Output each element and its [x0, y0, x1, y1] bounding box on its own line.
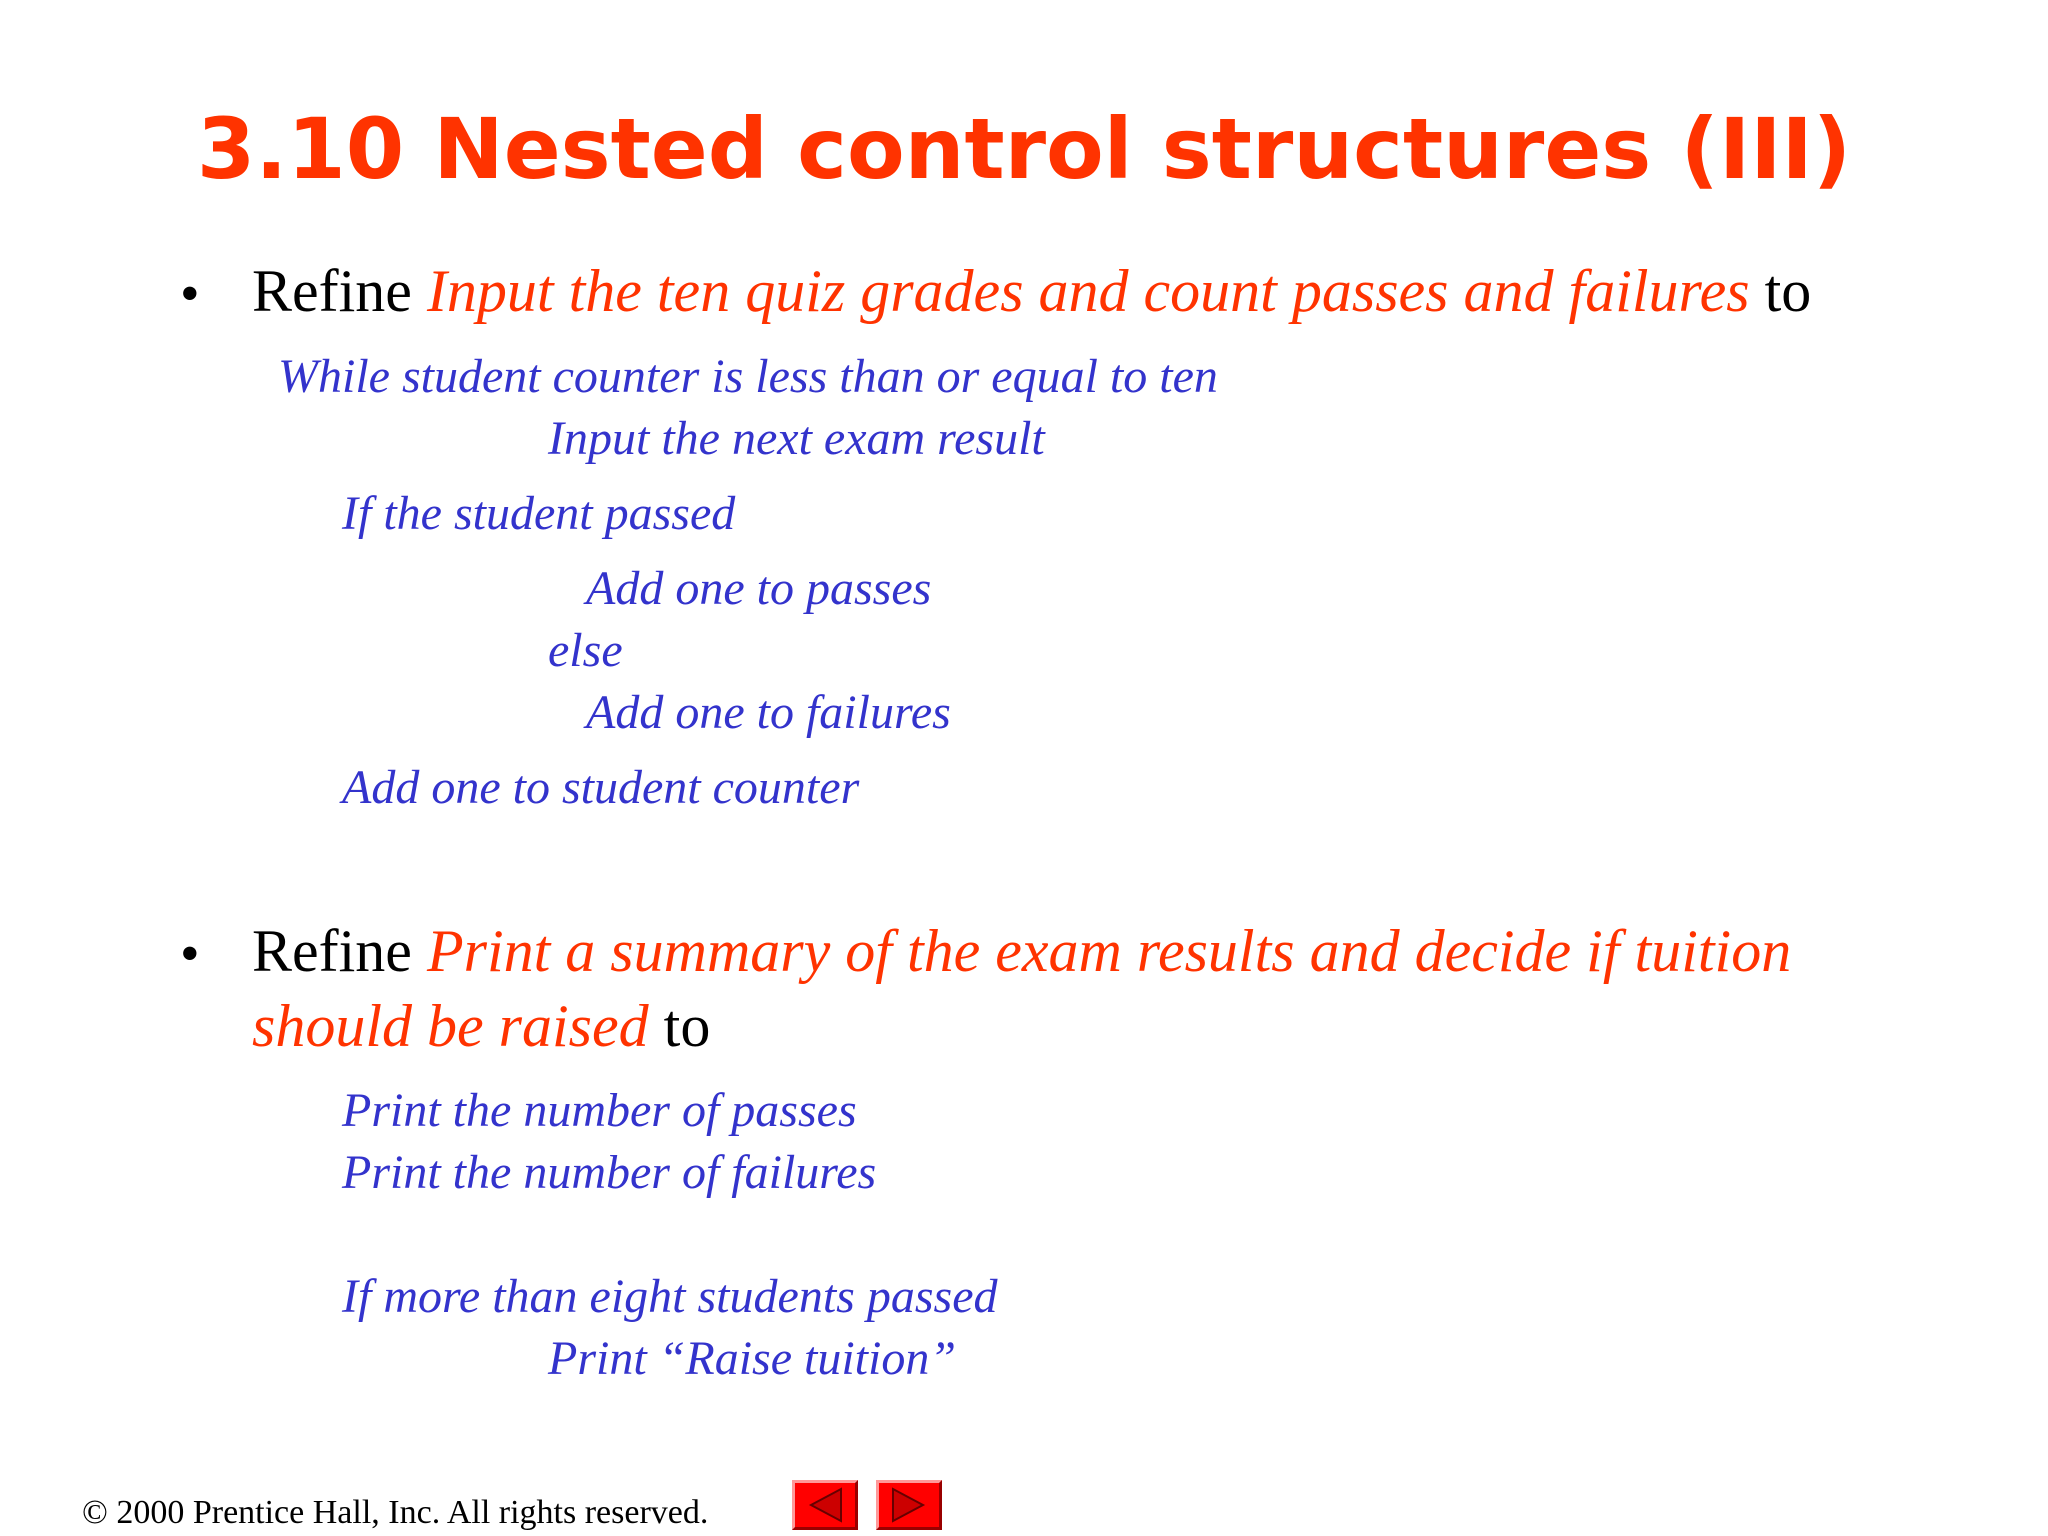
bullet-1 [252, 257, 1811, 326]
pseudo-line-while: While student counter is less than or equal to ten [278, 350, 1218, 403]
pseudo-line-add-passes: Add one to passes [586, 562, 932, 615]
bullet-marker: • [180, 263, 200, 325]
bullet-1-emphasis: Input the ten quiz grades and count passes and failures [426, 258, 1750, 324]
pseudo-line-print-failures: Print the number of failures [342, 1146, 877, 1199]
bullet-2-line1 [252, 917, 1791, 986]
pseudo-line-add-failures: Add one to failures [586, 686, 951, 739]
pseudo-line-if: If the student passed [342, 487, 736, 540]
bullet-2-emphasis-line1: Print a summary of the exam results and decide if tuition [426, 918, 1792, 984]
previous-slide-button[interactable] [792, 1480, 858, 1530]
bullet-marker: • [180, 923, 200, 985]
pseudo-line-else: else [548, 624, 623, 677]
copyright-footer [82, 1494, 708, 1532]
slide-title: 3.10 Nested control structures (III) [196, 100, 1852, 198]
copyright-text: 2000 Prentice Hall, Inc. All rights reserved. [107, 1494, 709, 1531]
next-slide-button[interactable] [876, 1480, 942, 1530]
pseudo-line-print-passes: Print the number of passes [342, 1084, 857, 1137]
pseudo-line-raise-tuition: Print “Raise tuition” [548, 1332, 957, 1385]
right-arrow-icon [879, 1483, 939, 1527]
pseudo-line-input: Input the next exam result [548, 412, 1045, 465]
bullet-2-lead: Refine [252, 918, 427, 984]
bullet-1-lead: Refine [252, 258, 427, 324]
pseudo-line-add-counter: Add one to student counter [342, 761, 860, 814]
left-arrow-icon [795, 1483, 855, 1527]
bullet-2-line2 [252, 992, 710, 1061]
bullet-1-trail: to [1749, 258, 1812, 324]
pseudo-line-if-eight: If more than eight students passed [342, 1270, 998, 1323]
bullet-2-trail: to [648, 993, 711, 1059]
bullet-2-emphasis-line2: should be raised [252, 993, 649, 1059]
copyright-symbol: © [82, 1494, 108, 1531]
